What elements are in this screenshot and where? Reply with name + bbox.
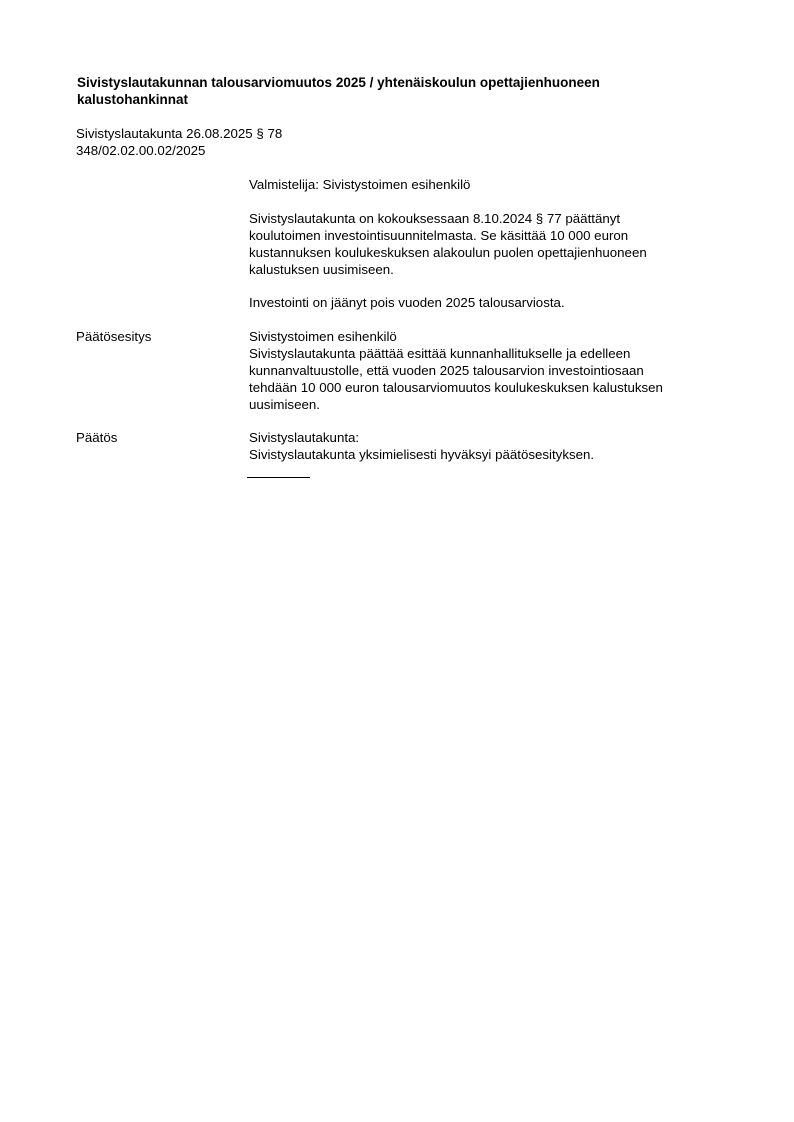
preparer-text: Valmistelija: Sivistystoimen esihenkilö — [249, 177, 471, 192]
investment-note-text: Investointi on jäänyt pois vuoden 2025 talousarviosta. — [249, 295, 565, 310]
document-title-line-2: kalustohankinnat — [77, 92, 189, 107]
proposal-line-5: uusimiseen. — [249, 397, 320, 412]
proposal-label: Päätösesitys — [76, 329, 152, 344]
background-line-2: koulutoimen investointisuunnitelmasta. Se käsittää 10 000 euron — [249, 228, 629, 243]
decision-line-1: Sivistyslautakunta: — [249, 430, 360, 445]
end-separator-line — [247, 477, 310, 478]
decision-text — [249, 429, 719, 463]
meeting-info — [76, 125, 282, 159]
document-title-line-1: Sivistyslautakunnan talousarviomuutos 2025 / yhtenäiskoulun opettajienhuoneen — [77, 75, 600, 90]
investment-note — [249, 294, 719, 311]
proposal-text — [249, 328, 719, 413]
proposal-line-1: Sivistystoimen esihenkilö — [249, 329, 397, 344]
background-line-4: kalustuksen uusimiseen. — [249, 262, 394, 277]
proposal-line-4: tehdään 10 000 euron talousarviomuutos koulukeskuksen kalustuksen — [249, 380, 663, 395]
preparer-line — [249, 176, 719, 193]
background-line-3: kustannuksen koulukeskuksen alakoulun puolen opettajienhuoneen — [249, 245, 647, 260]
meeting-reference: Sivistyslautakunta 26.08.2025 § 78 — [76, 126, 283, 141]
document-title — [77, 74, 717, 108]
decision-label: Päätös — [76, 430, 118, 445]
proposal-line-3: kunnanvaltuustolle, että vuoden 2025 talousarvion investointiosaan — [249, 363, 644, 378]
record-id: 348/02.02.00.02/2025 — [76, 143, 206, 158]
background-paragraph — [249, 210, 719, 278]
proposal-line-2: Sivistyslautakunta päättää esittää kunnanhallitukselle ja edelleen — [249, 346, 631, 361]
background-line-1: Sivistyslautakunta on kokouksessaan 8.10.2024 § 77 päättänyt — [249, 211, 621, 226]
decision-line-2: Sivistyslautakunta yksimielisesti hyväksyi päätösesityksen. — [249, 447, 595, 462]
